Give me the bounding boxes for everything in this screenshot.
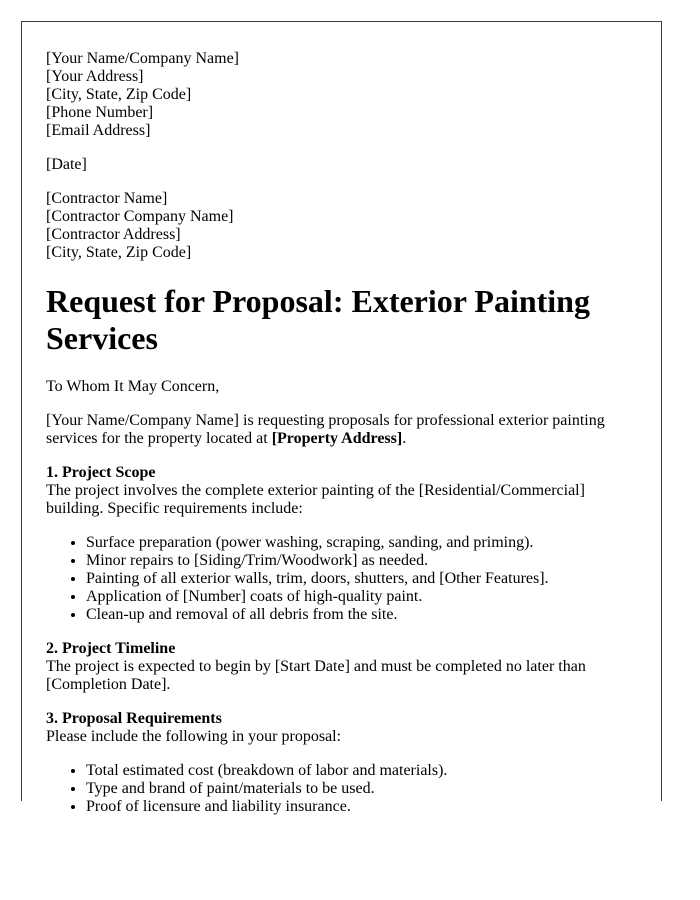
address-line: [City, State, Zip Code] <box>46 244 192 261</box>
bullet-item: • Surface preparation (power washing, scraping, sanding, and priming). <box>86 534 639 552</box>
bullet-item: • Total estimated cost (breakdown of labor and materials). <box>86 762 639 780</box>
date-line: [Date] <box>46 156 87 173</box>
address-line: [Phone Number] <box>46 104 154 121</box>
section-project-scope <box>46 464 639 518</box>
address-line: [City, State, Zip Code] <box>46 86 192 103</box>
bullet-item: • Clean-up and removal of all debris from the site. <box>86 606 639 624</box>
section-body: Please include the following in your proposal: <box>46 728 342 745</box>
bullet-list-proposal-requirements <box>46 762 639 816</box>
address-line: [Contractor Address] <box>46 226 181 243</box>
property-address-placeholder: [Property Address] <box>271 430 403 447</box>
bullet-item: • Painting of all exterior walls, trim, doors, shutters, and [Other Features]. <box>86 570 639 588</box>
address-line: [Contractor Company Name] <box>46 208 234 225</box>
intro-text: [Your Name/Company Name] is requesting proposals for professional exterior painting services for the property located at <box>46 412 605 447</box>
section-heading: 1. Project Scope <box>46 464 156 481</box>
bullet-list-project-scope <box>46 534 639 624</box>
document-page <box>21 21 662 815</box>
section-project-timeline <box>46 640 639 694</box>
intro-text-end: . <box>402 430 407 447</box>
address-line: [Contractor Name] <box>46 190 168 207</box>
section-proposal-requirements <box>46 710 639 746</box>
recipient-address-block <box>46 190 639 262</box>
bullet-item: • Type and brand of paint/materials to be used. <box>86 780 639 798</box>
section-heading: 2. Project Timeline <box>46 640 176 657</box>
document-title: Request for Proposal: Exterior Painting Services <box>46 283 590 356</box>
sender-address-block <box>46 50 639 140</box>
section-body: The project involves the complete exterior painting of the [Residential/Commercial] building. Specific requirements include: <box>46 482 585 517</box>
section-body: The project is expected to begin by [Start Date] and must be completed no later than [Completion Date]. <box>46 658 586 693</box>
address-line: [Email Address] <box>46 122 151 139</box>
intro-paragraph <box>46 412 639 448</box>
bullet-item: • Application of [Number] coats of high-quality paint. <box>86 588 639 606</box>
bullet-item: • Minor repairs to [Siding/Trim/Woodwork] as needed. <box>86 552 639 570</box>
salutation: To Whom It May Concern, <box>46 378 220 395</box>
bullet-item: • Proof of licensure and liability insurance. <box>86 798 639 816</box>
address-line: [Your Address] <box>46 68 144 85</box>
section-heading: 3. Proposal Requirements <box>46 710 222 727</box>
address-line: [Your Name/Company Name] <box>46 50 240 67</box>
